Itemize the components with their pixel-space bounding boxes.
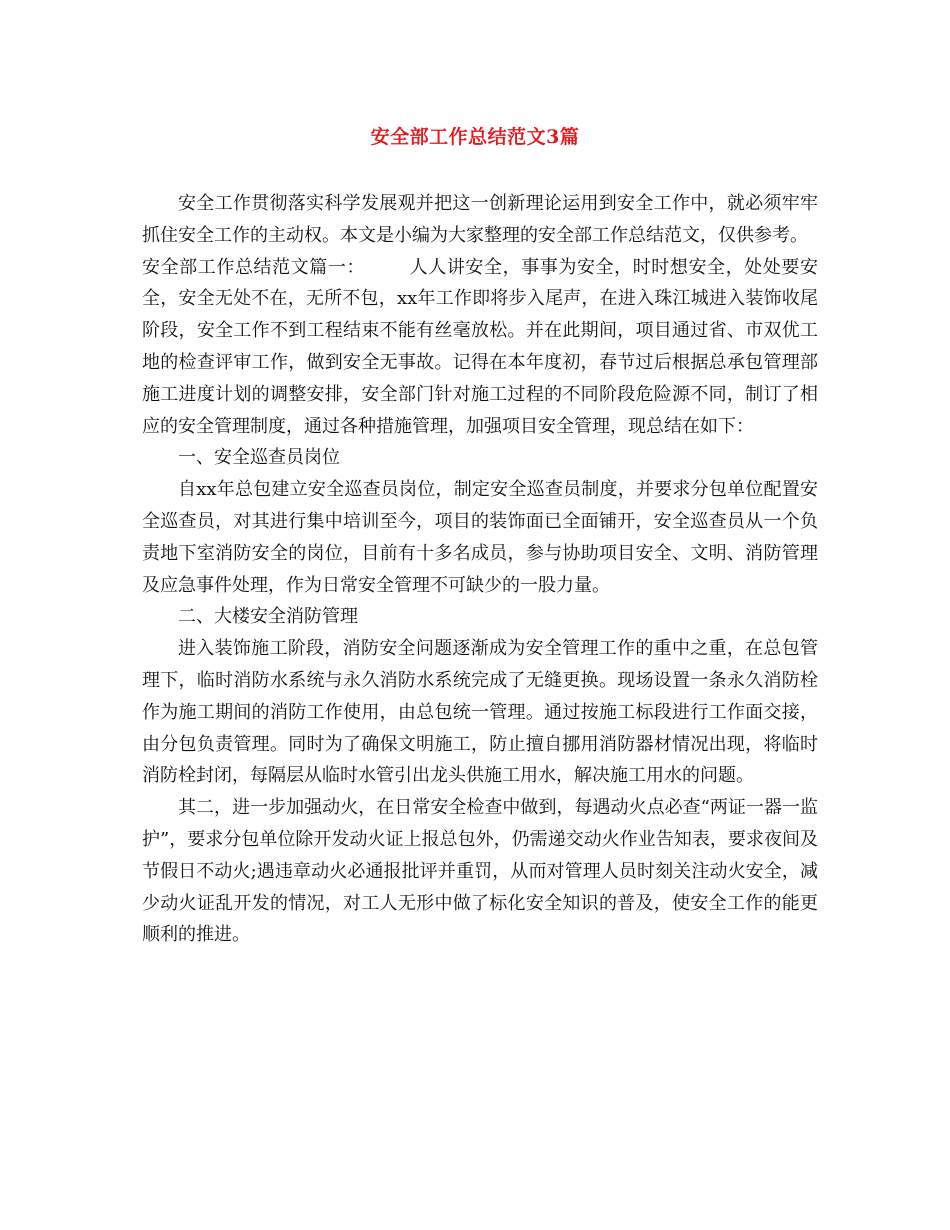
part1-paragraph <box>142 252 818 443</box>
document-body <box>142 188 818 951</box>
section-paragraph-1: 自xx年总包建立安全巡查员岗位，制定安全巡查员制度，并要求分包单位配置安全巡查员，对其进行集中培训至今，项目的装饰面已全面铺开，安全巡查员从一个负责地下室消防安全的岗位，目前有十多名成员，参与协助项目安全、文明、消防管理及应急事件处理，作为日常安全管理不可缺少的一股力量。 <box>142 479 818 596</box>
part1-label: 安全部工作总结范文篇一： <box>142 256 366 278</box>
part1-body: 人人讲安全，事事为安全，时时想安全，处处要安全，安全无处不在，无所不包，xx年工作即将步入尾声，在进入珠江城进入装饰收尾阶段，安全工作不到工程结束不能有丝毫放松。并在此期间，项目通过省、市双优工地的检查评审工作，做到安全无事故。记得在本年度初，春节过后根据总承包管理部施工进度计划的调整安排，安全部门针对施工过程的不同阶段危险源不同，制订了相应的安全管理制度，通过各种措施管理，加强项目安全管理，现总结在如下： <box>142 256 819 437</box>
section-heading-2: 二、大楼安全消防管理 <box>178 606 358 628</box>
section-paragraph-3: 其二，进一步加强动火，在日常安全检查中做到，每遇动火点必查“两证一器一监护”，要求分包单位除开发动火证上报总包外，仍需递交动火作业告知表，要求夜间及节假日不动火;遇违章动火必通报批评并重罚，从而对管理人员时刻关注动火安全，减少动火证乱开发的情况，对工人无形中做了标化安全知识的普及，使安全工作的能更顺利的推进。 <box>142 797 818 946</box>
section-paragraph-2: 进入装饰施工阶段，消防安全问题逐渐成为安全管理工作的重中之重，在总包管理下，临时消防水系统与永久消防水系统完成了无缝更换。现场设置一条永久消防栓作为施工期间的消防工作使用，由总包统一管理。通过按施工标段进行工作面交接，由分包负责管理。同时为了确保文明施工，防止擅自挪用消防器材情况出现，将临时消防栓封闭，每隔层从临时水管引出龙头供施工用水，解决施工用水的问题。 <box>142 638 818 787</box>
section-heading-1: 一、安全巡查员岗位 <box>178 447 340 469</box>
document-title: 安全部工作总结范文3篇 <box>370 126 580 148</box>
intro-paragraph: 安全工作贯彻落实科学发展观并把这一创新理论运用到安全工作中，就必须牢牢抓住安全工作的主动权。本文是小编为大家整理的安全部工作总结范文，仅供参考。 <box>142 193 818 246</box>
